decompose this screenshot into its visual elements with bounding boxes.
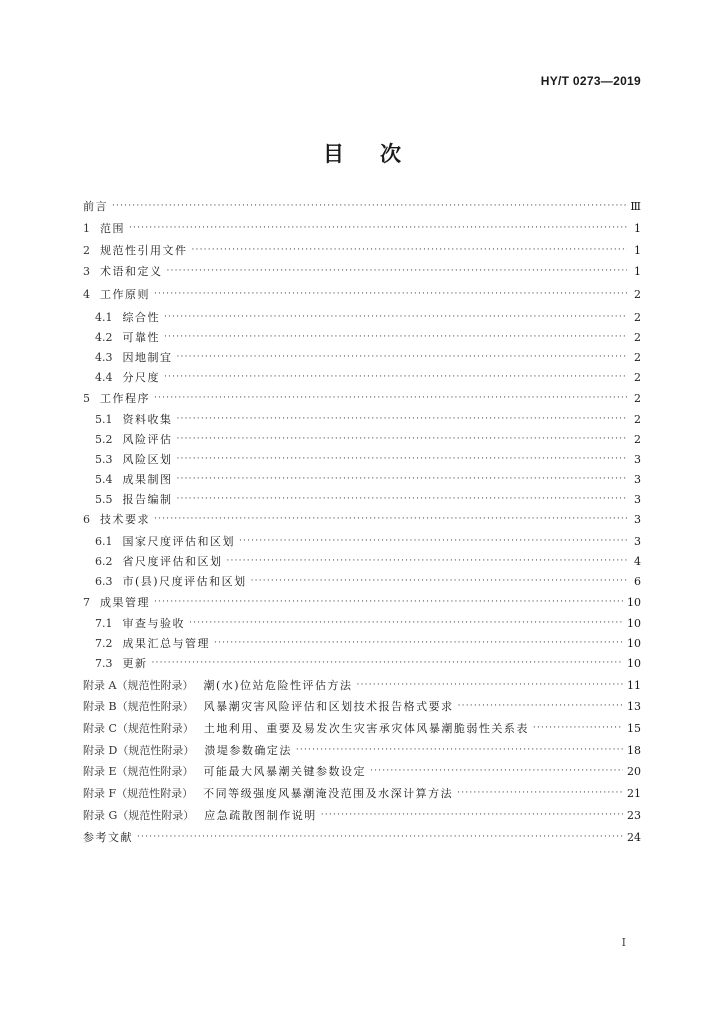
toc-entry-label: 风险评估 [122, 433, 173, 446]
toc-entry-label: 规范性引用文件 [100, 244, 188, 257]
toc-entry-number: 6 [83, 512, 90, 526]
toc-leader-dots [177, 494, 628, 504]
toc-leader-dots [177, 434, 628, 444]
toc-leader-dots [227, 556, 628, 566]
toc-entry[interactable] [83, 720, 641, 736]
toc-entry-number: 1 [83, 221, 90, 235]
toc-entry-page: 2 [634, 287, 641, 301]
toc-entry-label: 术语和定义 [100, 265, 163, 278]
toc-entry[interactable] [95, 309, 641, 325]
toc-entry-page: 21 [627, 786, 641, 800]
page-title: 目次 [323, 142, 437, 166]
toc-entry-page: 13 [627, 699, 641, 713]
toc-entry-number: 7.1 [95, 616, 113, 630]
toc-entry[interactable] [83, 698, 641, 714]
toc-leader-dots [177, 352, 628, 362]
toc-entry-label: 报告编制 [122, 493, 173, 506]
toc-entry[interactable] [83, 242, 641, 258]
toc-entry-label: 成果汇总与管理 [122, 637, 210, 650]
page-number: Ⅰ [621, 936, 626, 949]
toc-entry[interactable] [95, 573, 641, 589]
toc-leader-dots [296, 745, 623, 755]
toc-entry-label: 资料收集 [122, 413, 173, 426]
standard-code: HY/T 0273—2019 [540, 74, 641, 88]
toc-entry-label: 省尺度评估和区划 [122, 555, 223, 568]
toc-entry-label: 分尺度 [122, 371, 160, 384]
toc-entry-page: 24 [627, 830, 641, 844]
toc-entry[interactable] [83, 286, 641, 302]
toc-entry[interactable] [95, 471, 641, 487]
toc-entry[interactable] [95, 553, 641, 569]
toc-leader-dots [192, 245, 628, 255]
toc-leader-dots [164, 372, 627, 382]
toc-entry-number: 6.2 [95, 554, 113, 568]
toc-entry[interactable] [95, 431, 641, 447]
toc-leader-dots [189, 618, 623, 628]
toc-entry[interactable] [95, 451, 641, 467]
toc-entry-page: 10 [627, 616, 641, 630]
toc-entry[interactable] [83, 220, 641, 236]
toc-entry-number: 附录 E（规范性附录） [83, 765, 194, 778]
toc-entry-label: 可能最大风暴潮关键参数设定 [203, 765, 367, 778]
toc-leader-dots [154, 289, 627, 299]
toc-entry-label: 工作原则 [100, 288, 150, 301]
toc-entry-label: 工作程序 [100, 392, 150, 405]
toc-entry[interactable] [95, 533, 641, 549]
toc-entry-number: 附录 G（规范性附录） [83, 809, 195, 822]
toc-entry-label: 溃堤参数确定法 [204, 744, 292, 757]
toc-entry[interactable] [83, 390, 641, 406]
toc-leader-dots [129, 223, 627, 233]
toc-entry-page: 18 [627, 743, 641, 757]
toc-entry-page: 10 [627, 595, 641, 609]
toc-entry-number: 5.3 [95, 452, 113, 466]
toc-entry-page: 2 [634, 432, 641, 446]
toc-entry-page: 15 [627, 721, 641, 735]
toc-entry[interactable] [83, 742, 641, 758]
toc-entry-label: 应急疏散图制作说明 [204, 809, 317, 822]
toc-entry-label: 国家尺度评估和区划 [122, 535, 235, 548]
toc-leader-dots [112, 201, 626, 211]
toc-entry-page: 11 [627, 678, 641, 692]
toc-entry-label: 审查与验收 [122, 617, 185, 630]
toc-entry-page: 20 [627, 764, 641, 778]
toc-leader-dots [164, 312, 627, 322]
toc-entry-page: 3 [634, 452, 641, 466]
toc-leader-dots [533, 723, 623, 733]
toc-entry-number: 5.5 [95, 492, 113, 506]
toc-entry-page: 1 [634, 221, 641, 235]
toc-leader-dots [152, 658, 624, 668]
toc-entry-label: 技术要求 [100, 513, 150, 526]
toc-entry-label: 综合性 [122, 311, 160, 324]
toc-entry-number: 7.3 [95, 656, 113, 670]
toc-entry-label: 潮(水)位站危险性评估方法 [203, 679, 353, 692]
toc-leader-dots [457, 788, 623, 798]
toc-entry-number: 4.4 [95, 370, 113, 384]
toc-entry-page: Ⅲ [630, 199, 641, 213]
toc-entry-number: 附录 B（规范性附录） [83, 700, 194, 713]
toc-entry-page: 3 [634, 492, 641, 506]
toc-entry[interactable] [95, 411, 641, 427]
toc-entry[interactable] [95, 655, 641, 671]
toc-entry-label: 因地制宜 [122, 351, 173, 364]
toc-entry[interactable] [95, 615, 641, 631]
toc-entry[interactable] [95, 329, 641, 345]
toc-entry-label: 参考文献 [83, 831, 133, 844]
toc-entry-page: 10 [627, 656, 641, 670]
toc-entry-page: 3 [634, 472, 641, 486]
toc-entry-number: 2 [83, 243, 90, 257]
toc-entry-number: 附录 F（规范性附录） [83, 787, 194, 800]
toc-entry-page: 3 [634, 512, 641, 526]
toc-entry-page: 2 [634, 330, 641, 344]
toc-entry-label: 更新 [122, 657, 148, 670]
toc-leader-dots [154, 597, 623, 607]
toc-entry[interactable] [83, 807, 641, 823]
toc-leader-dots [321, 810, 623, 820]
toc-entry[interactable] [95, 635, 641, 651]
toc-entry-number: 7.2 [95, 636, 113, 650]
toc-entry-number: 附录 D（规范性附录） [83, 744, 195, 757]
toc-entry-number: 附录 C（规范性附录） [83, 722, 194, 735]
toc-entry-page: 1 [634, 243, 641, 257]
toc-entry-number: 6.3 [95, 574, 113, 588]
toc-entry[interactable] [83, 511, 641, 527]
toc-leader-dots [154, 393, 627, 403]
toc-entry-label: 风暴潮灾害风险评估和区划技术报告格式要求 [203, 700, 454, 713]
toc-entry-page: 2 [634, 370, 641, 384]
toc-leader-dots [177, 474, 628, 484]
toc-entry[interactable] [95, 349, 641, 365]
toc-entry-number: 7 [83, 595, 90, 609]
toc-leader-dots [458, 701, 623, 711]
toc-entry[interactable] [95, 369, 641, 385]
toc-entry-number: 4 [83, 287, 90, 301]
toc-entry[interactable] [83, 263, 641, 279]
toc-entry[interactable] [83, 677, 641, 693]
toc-entry-page: 2 [634, 391, 641, 405]
toc-entry-label: 市(县)尺度评估和区划 [122, 575, 247, 588]
toc-entry-number: 5.2 [95, 432, 113, 446]
toc-leader-dots [239, 536, 627, 546]
toc-entry-page: 2 [634, 310, 641, 324]
toc-leader-dots [177, 454, 628, 464]
toc-entry-number: 5 [83, 391, 90, 405]
toc-leader-dots [370, 766, 623, 776]
toc-entry-page: 3 [634, 534, 641, 548]
toc-leader-dots [154, 514, 627, 524]
toc-entry-page: 1 [634, 264, 641, 278]
toc-entry[interactable] [83, 198, 641, 214]
toc-entry-label: 成果制图 [122, 473, 173, 486]
toc-entry-label: 不同等级强度风暴潮淹没范围及水深计算方法 [203, 787, 454, 800]
toc-entry-number: 5.4 [95, 472, 113, 486]
toc-entry-page: 2 [634, 412, 641, 426]
toc-entry-label: 风险区划 [122, 453, 173, 466]
toc-leader-dots [357, 680, 623, 690]
toc-entry-label: 成果管理 [100, 596, 150, 609]
toc-leader-dots [137, 832, 623, 842]
toc-entry[interactable] [83, 785, 641, 801]
toc-entry[interactable] [83, 594, 641, 610]
toc-leader-dots [214, 638, 623, 648]
toc-entry[interactable] [83, 829, 641, 845]
toc-entry-label: 可靠性 [122, 331, 160, 344]
toc-leader-dots [167, 266, 628, 276]
toc-entry-page: 10 [627, 636, 641, 650]
toc-entry-label: 范围 [100, 222, 125, 235]
toc-entry-number: 附录 A（规范性附录） [83, 679, 194, 692]
toc-entry-number: 4.3 [95, 350, 113, 364]
toc-leader-dots [164, 332, 627, 342]
toc-entry[interactable] [95, 491, 641, 507]
toc-leader-dots [251, 576, 627, 586]
toc-entry-label: 土地利用、重要及易发次生灾害承灾体风暴潮脆弱性关系表 [203, 722, 529, 735]
toc-entry-number: 3 [83, 264, 90, 278]
toc-leader-dots [177, 414, 628, 424]
toc-entry-number: 6.1 [95, 534, 113, 548]
toc-entry[interactable] [83, 763, 641, 779]
toc-entry-label: 前言 [83, 200, 108, 213]
toc-entry-number: 5.1 [95, 412, 113, 426]
toc-entry-page: 2 [634, 350, 641, 364]
toc-entry-page: 23 [627, 808, 641, 822]
toc-entry-page: 4 [634, 554, 641, 568]
toc-entry-page: 6 [634, 574, 641, 588]
toc-entry-number: 4.1 [95, 310, 113, 324]
toc-entry-number: 4.2 [95, 330, 113, 344]
